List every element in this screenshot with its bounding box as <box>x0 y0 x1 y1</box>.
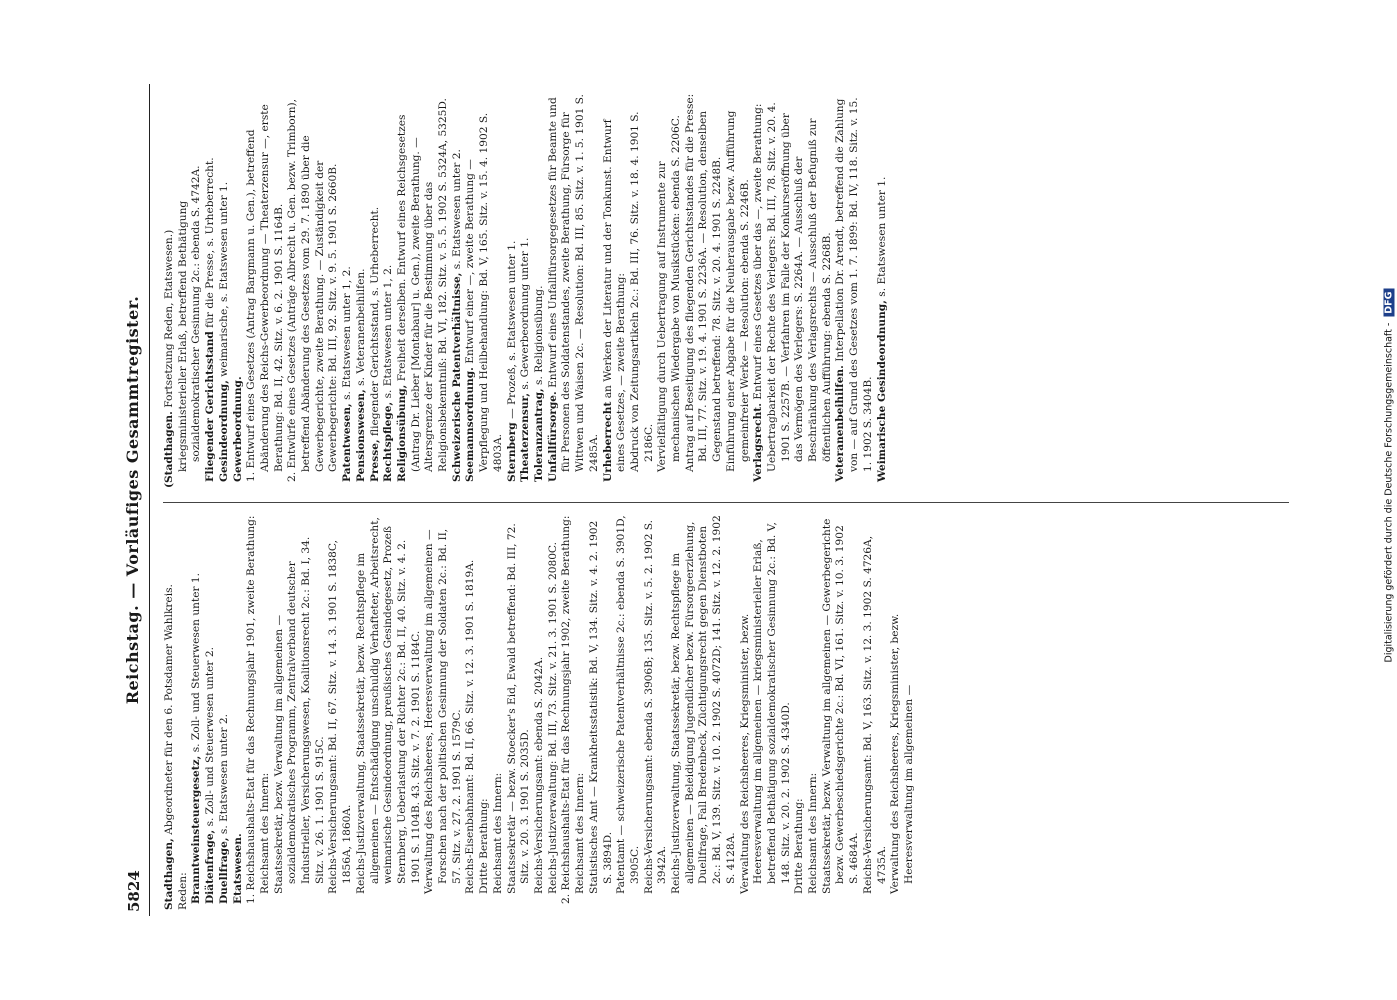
register-entry <box>560 515 574 910</box>
entry-keyword: Presse, <box>368 439 381 482</box>
register-entry <box>656 93 683 488</box>
entry-text: Dritte Berathung: <box>478 798 491 894</box>
entry-text: fliegender Gerichtsstand, s. Urheberrecht. <box>368 206 381 440</box>
entry-text: Dritte Berathung: <box>793 798 806 894</box>
entry-text: Staatssekretär, bezw. Verwaltung im allgemeinen — sozialdemokratisches Programm, Zentralverband deutscher Industrieller, Versicherungswesen, Koalitionsrecht 2c.: Bd. I, 34. Sitz. v. 26. 1. 1901 S. 915C. <box>272 536 326 894</box>
register-entry <box>355 515 424 910</box>
digitization-credit-text: Digitalisierung gefördert durch die Deutsche Forschungsgemeinschaft - <box>1383 322 1395 663</box>
entry-text: Reichs-Versicherungsamt: Bd. V, 163. Sitz. v. 12. 3. 1902 S. 4726A, 4735A. <box>861 535 888 894</box>
entry-text: — Prozeß, s. Etatswesen unter 1. <box>505 240 518 423</box>
dfg-logo: DFG <box>1384 289 1395 317</box>
entry-text: Entwurf einer —, zweite Berathung — Verpflegung und Heilbehandlung: Bd. V, 165. Sitz. v. 15. 4. 1902 S. 4803A. <box>464 112 504 472</box>
register-entry <box>273 515 328 910</box>
entry-text: s. Etatswesen unter 2. <box>450 149 463 273</box>
register-entry <box>519 93 533 488</box>
entry-text: s. Etatswesen unter 2. <box>217 713 230 838</box>
register-entry <box>533 93 547 488</box>
register-entry <box>739 515 794 910</box>
column-divider <box>163 502 1289 503</box>
register-entry <box>876 93 890 488</box>
entry-text: an Werken der Literatur und der Tonkunst. Entwurf eines Gesetzes, — zweite Berathung: <box>601 119 628 472</box>
entry-keyword: Schweizerische Patentverhältnisse, <box>450 272 463 482</box>
register-entry <box>547 515 561 910</box>
entry-text: weimarische, s. Etatswesen unter 1. <box>217 181 230 381</box>
right-column <box>163 93 1291 488</box>
register-entry <box>204 515 218 910</box>
register-entry <box>834 93 875 488</box>
entry-keyword: Unfallfürsorge. <box>546 391 559 482</box>
register-entry <box>670 515 739 910</box>
register-entry <box>369 93 383 488</box>
entry-text: Verwaltung des Reichsheeres, Kriegsminister, bezw. Heeresverwaltung im allgemeinen — <box>889 613 915 894</box>
entry-keyword: Weimarische Gesindeordnung, <box>875 300 888 482</box>
entry-keyword: Fliegender Gerichtsstand <box>204 331 217 482</box>
entry-text: Freiheit derselben. Entwurf eines Reichsgesetzes (Antrag Dr. Lieber [Montabaur] u. Gen.), zweite Berathung. — Altersgrenze der Kinder für die Bestimmung über das Religionsbekenntniß: Bd. VI, 182. Sitz. v. 5. 5. 1902 S. 5324A, 5325D. <box>395 98 450 472</box>
entry-text: 1. Reichshaushalts-Etat für das Rechnungsjahr 1901, zweite Berathung: <box>245 515 258 904</box>
register-entry <box>821 515 862 910</box>
register-entry <box>684 93 725 488</box>
register-entry <box>464 93 505 488</box>
entry-text: s. Gewerbeordnung unter 1. <box>519 237 532 393</box>
register-entry <box>492 515 506 910</box>
register-entry <box>232 515 246 910</box>
entry-text: Reden: <box>176 872 189 910</box>
entry-text: Interpellation Dr. Arendt, betreffend die Zahlung von — auf Grund des Gesetzes vom 1. 7. 1899: Bd. IV, 118. Sitz. v. 15. 1. 1902 S. 3404B. <box>834 97 874 472</box>
register-entry <box>807 515 821 910</box>
register-entry <box>602 93 629 488</box>
entry-text: Reichsamt des Innern: <box>491 772 504 894</box>
register-entry <box>506 515 533 910</box>
register-entry <box>423 515 464 910</box>
register-entry <box>793 515 807 910</box>
entry-text: Reichs-Justizverwaltung: Bd. III, 73. Sitz. v. 21. 3. 1901 S. 2080C. <box>546 541 559 894</box>
register-entry <box>218 515 232 910</box>
rotated-register-page <box>83 60 1313 940</box>
entry-keyword: Etatswesen. <box>231 833 244 904</box>
entry-keyword: Diätenfrage, <box>204 829 217 904</box>
register-entry <box>889 515 916 910</box>
entry-text: Reichs-Justizverwaltung, Staatssekretär, bezw. Rechtspflege im allgemeinen — Beleidigung Jugendlicher bezw. Fürsorgeerziehung, Duellfrage, Fall Bredenbeck, Züchtigungsrecht gegen Dienstboten 2c.: Bd. V, 139. Sitz. v. 10. 2. 1902 S. 4072D; 141. Sitz. v. 12. 2. 1902 S. 4128A. <box>670 515 737 894</box>
entry-text: Antrag auf Beseitigung des fliegenden Gerichtsstandes für die Presse: Bd. III, 77. Sitz. v. 19. 4. 1901 S. 2236A. — Resolution, denselben Gegenstand betreffend: 78. Sitz. v. 20. 4. 1901 S. 2248B. <box>683 93 724 472</box>
entry-text: Patentamt — schweizerische Patentverhältnisse 2c.: ebenda S. 3901D, 3905C. <box>615 515 641 894</box>
entry-text: 2. Reichshaushalts-Etat für das Rechnungsjahr 1902, zweite Berathung: <box>560 515 573 904</box>
register-entry <box>163 93 177 488</box>
entry-text: s. Religionsübung. <box>532 285 545 389</box>
entry-text: s. Etatswesen unter 1. <box>875 176 888 301</box>
entry-text: Entwurf eines Gesetzes über das —, zweite Berathung: <box>752 103 765 404</box>
register-entry <box>382 93 396 488</box>
left-column <box>163 515 1291 910</box>
register-entry <box>574 515 588 910</box>
register-entry <box>190 515 204 910</box>
register-entry <box>218 93 232 488</box>
entry-text: für die Presse, s. Urheberrecht. <box>204 157 217 332</box>
entry-text: Reichsamt des Innern: <box>807 772 820 894</box>
entry-keyword: Veteranenbeihilfen. <box>834 365 847 482</box>
entry-text: Reichs-Versicherungsamt: ebenda S. 3906B; 135. Sitz. v. 5. 2. 1902 S. 3942A. <box>642 519 669 894</box>
entry-text: s. Etatswesen unter 1, 2. <box>382 264 395 402</box>
entry-text: s. Zoll- und Steuerwesen unter 2. <box>204 647 217 830</box>
entry-text: Fortsetzung Reden, Etatswesen.) <box>163 229 175 412</box>
entry-keyword: Pensionswesen, <box>354 389 367 482</box>
entry-text: Verwaltung des Reichsheeres, Kriegsminister, bezw. Heeresverwaltung im allgemeinen — kriegsministerieller Erlaß, betreffend Bethätigung sozialdemokratischer Gesinnung 2c.: Bd. V, 148. Sitz. v. 20. 2. 1902 S. 4340D. <box>738 522 792 894</box>
register-entry <box>286 93 341 488</box>
entry-text: Abgeordneter für den 6. Potsdamer Wahlkreis. <box>163 584 175 839</box>
entry-keyword: Seemannsordnung. <box>464 367 477 482</box>
register-entry <box>752 93 766 488</box>
digitization-credit <box>1384 16 1395 936</box>
entry-keyword: Rechtspflege, <box>382 401 395 482</box>
register-entry <box>862 515 889 910</box>
register-entry <box>396 93 451 488</box>
entry-text: 2. Entwürfe eines Gesetzes (Anträge Albrecht u. Gen. bezw. Trimborn), betreffend Abänderung des Gesetzes vom 29. 7. 1890 über die Gewerbegerichte, zweite Berathung. — Zuständigkeit der Gewerbegerichte: Bd. III, 92. Sitz. v. 9. 5. 1901 S. 2660B. <box>286 98 340 482</box>
entry-text: Reichs-Versicherungsamt: Bd. II, 67. Sitz. v. 14. 3. 1901 S. 1838C, 1856A, 1860A. <box>327 540 354 894</box>
entry-keyword: Urheberrecht <box>601 401 614 482</box>
entry-keyword: Gesindeordnung, <box>217 380 230 482</box>
entry-text: s. Etatswesen unter 1, 2. <box>341 266 354 404</box>
entry-text: Reichsamt des Innern: <box>258 772 271 894</box>
entry-text: kriegsministerieller Erlaß, betreffend Bethätigung sozialdemokratischer Gesinnung 2c.: ebenda S. 4742A. <box>176 165 203 472</box>
entry-text: Reichsamt des Innern: <box>574 772 587 894</box>
header-rule <box>149 84 150 916</box>
register-entry <box>245 93 286 488</box>
entry-keyword: Duellfrage, <box>217 837 230 904</box>
register-entry <box>177 515 191 910</box>
entry-text: Reichs-Eisenbahnamt: Bd. II, 66. Sitz. v. 12. 3. 1901 S. 1819A. <box>464 559 477 894</box>
register-entry <box>177 93 204 488</box>
entry-text: Vervielfältigung durch Uebertragung auf Instrumente zur mechanischen Wiedergabe von Musikstücken: ebenda S. 2206C. <box>656 115 683 472</box>
entry-keyword: Verlagsrecht. <box>752 403 765 482</box>
register-entry <box>478 515 492 910</box>
entry-keyword: Branntweinsteuergesetz, <box>190 755 203 904</box>
register-entry <box>163 515 177 910</box>
register-entry <box>629 93 656 488</box>
register-entry <box>725 93 752 488</box>
register-entry <box>615 515 642 910</box>
entry-text: s. Zoll- und Steuerwesen unter 1. <box>190 572 203 756</box>
entry-keyword: Toleranzantrag, <box>532 388 545 482</box>
entry-keyword: Sternberg <box>505 422 518 482</box>
entry-text: Entwurf eines Unfallfürsorgegesetzes für Beamte und für Personen des Soldatenstandes, zweite Berathung, Fürsorge für Wittwen und Waisen 2c. — Resolution: Bd. III, 85. Sitz. v. 1. 5. 1901 S. 2485A. <box>546 94 600 472</box>
register-entry <box>766 93 835 488</box>
register-entry <box>533 515 547 910</box>
entry-text: Reichs-Justizverwaltung, Staatssekretär, bezw. Rechtspflege im allgemeinen — Entschädigung unschuldig Verhafteter, Arbeitsrecht, weimarische Gesindeordnung, preußisches Gesindegesetz, Prozeß Sternberg, Ueberlastung der Richter 2c.: Bd. II, 40. Sitz. v. 4. 2. 1901 S. 1104B. 43. Sitz. v. 7. 2. 1901 S. 1184C. <box>354 517 422 894</box>
register-entry <box>547 93 602 488</box>
entry-text: Abdruck von Zeitungsartikeln 2c.: Bd. III, 76. Sitz. v. 18. 4. 1901 S. 2186C. <box>628 111 655 472</box>
entry-keyword: Patentwesen, <box>341 403 354 482</box>
entry-text: Verwaltung des Reichsheeres, Heeresverwaltung im allgemeinen — Forschen nach der politischen Gesinnung der Soldaten 2c.: Bd. II, 57. Sitz. v. 27. 2. 1901 S. 1579C. <box>423 528 463 894</box>
register-entry <box>506 93 520 488</box>
entry-keyword: Gewerbeordnung. <box>231 376 244 482</box>
running-title: Reichstag. — Vorläufiges Gesammtregister. <box>123 295 142 705</box>
register-entry <box>259 515 273 910</box>
entry-text: Uebertragbarkeit der Rechte des Verlegers: Bd. III, 78. Sitz. v. 20. 4. 1901 S. 2257B. — Verfahren im Falle der Konkurseröffnung über das Vermögen des Verlegers: S. 2264A. — Ausschluß der Beschränkung des Verlagsrechts — Ausschluß der Befugniß zur öffentlichen Aufführung: ebenda S. 2268B. <box>765 102 833 472</box>
register-entry <box>204 93 218 488</box>
entry-text: Statistisches Amt — Krankheitsstatistik: Bd. V, 134. Sitz. v. 4. 2. 1902 S. 3894D. <box>587 520 614 894</box>
register-entry <box>588 515 615 910</box>
register-entry <box>451 93 465 488</box>
register-entry <box>355 93 369 488</box>
entry-text: 1. Entwurf eines Gesetzes (Antrag Bargmann u. Gen.), betreffend Abänderung des Reichs-Gewerbeordnung — Theaterzensur —, erste Berathung: Bd. II, 42. Sitz. v. 6. 2. 1901 S. 1164B. <box>245 104 285 482</box>
entry-text: Reichs-Versicherungsamt: ebenda S. 2042A. <box>532 656 545 894</box>
register-entry <box>245 515 259 910</box>
entry-text: Staatssekretär — bezw. Stoecker's Eid, Ewald betreffend: Bd. III, 72. Sitz. v. 20. 3. 1901 S. 2035D. <box>505 523 532 894</box>
register-entry <box>327 515 354 910</box>
entry-text: Einführung einer Abgabe für die Neuherausgabe bezw. Aufführung gemeinfreier Werke — Resolution: ebenda S. 2246B. <box>724 110 751 472</box>
entry-keyword: (Stadthagen. <box>163 411 175 488</box>
register-entry <box>464 515 478 910</box>
page-number: 5824 <box>125 870 143 912</box>
entry-text: s. Veteranenbeihilfen. <box>354 268 367 390</box>
entry-keyword: Theaterzensur, <box>519 392 532 482</box>
entry-keyword: Stadthagen, <box>163 838 175 910</box>
register-entry <box>341 93 355 488</box>
entry-text: Staatssekretär, bezw. Verwaltung im allgemeinen — Gewerbegerichte bezw. Gewerbeschiedsgerichte 2c.: Bd. VI, 161. Sitz. v. 10. 3. 1902 S. 4684A. <box>820 518 861 894</box>
register-entry <box>232 93 246 488</box>
entry-keyword: Religionsübung, <box>395 384 408 482</box>
register-entry <box>643 515 670 910</box>
